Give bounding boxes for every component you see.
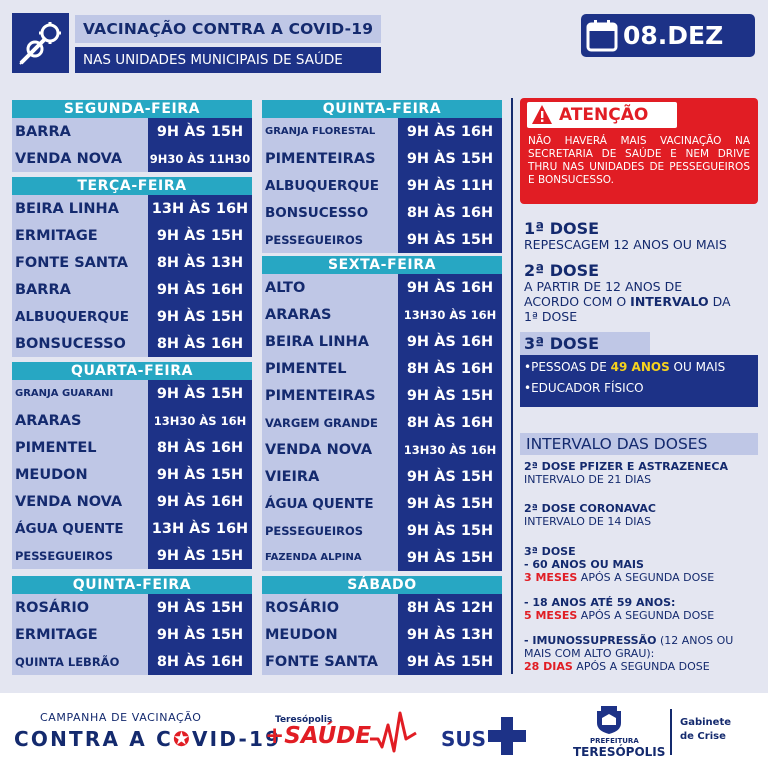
time-range: 9H ÀS 15H xyxy=(398,490,502,517)
time-range: 9H ÀS 11H xyxy=(398,172,502,199)
location-name: PESSEGUEIROS xyxy=(262,226,398,253)
day-header: SÁBADO xyxy=(262,576,502,594)
dose1-text: REPESCAGEM 12 ANOS OU MAIS xyxy=(524,237,727,252)
dose3-title: 3ª DOSE xyxy=(520,332,650,356)
location-name: PIMENTEIRAS xyxy=(262,145,398,172)
age60-title: - 60 ANOS OU MAIS xyxy=(524,558,644,571)
age18-title: - 18 ANOS ATÉ 59 ANOS: xyxy=(524,596,676,609)
schedule-saturday xyxy=(262,576,502,675)
location-name: PESSEGUEIROS xyxy=(262,517,398,544)
immuno-title xyxy=(524,634,733,647)
table-row xyxy=(262,172,502,199)
dose3-line2: •EDUCADOR FÍSICO xyxy=(524,381,644,395)
table-row xyxy=(12,145,252,172)
table-row xyxy=(262,544,502,571)
page-subtitle: NAS UNIDADES MUNICIPAIS DE SAÚDE xyxy=(75,47,381,73)
dose2-line1: A PARTIR DE 12 ANOS DE xyxy=(524,279,683,294)
table-row xyxy=(262,517,502,544)
time-range: 13H ÀS 16H xyxy=(148,515,252,542)
table-row xyxy=(262,621,502,648)
table-row xyxy=(12,249,252,276)
coronavac-text: INTERVALO DE 14 DIAS xyxy=(524,515,652,528)
pfizer-text: INTERVALO DE 21 DIAS xyxy=(524,473,652,486)
heartbeat-icon xyxy=(370,703,418,753)
time-range: 9H ÀS 15H xyxy=(398,648,502,675)
time-range: 9H ÀS 15H xyxy=(148,621,252,648)
location-name: PIMENTEIRAS xyxy=(262,382,398,409)
dose2-interval-word: INTERVALO xyxy=(630,294,709,309)
table-row xyxy=(262,145,502,172)
schedule-wednesday xyxy=(12,362,252,569)
age18-months: 5 MESES xyxy=(524,609,578,622)
day-header: SEXTA-FEIRA xyxy=(262,256,502,274)
table-row xyxy=(12,648,252,675)
location-name: ROSÁRIO xyxy=(262,594,398,621)
schedule-monday-left xyxy=(12,100,252,172)
schedule-thursday-right xyxy=(262,100,502,253)
coronavac-title: 2ª DOSE CORONAVAC xyxy=(524,502,657,515)
vaccine-logo-icon xyxy=(12,13,69,73)
location-name: PIMENTEL xyxy=(12,434,148,461)
table-row xyxy=(12,542,252,569)
immuno-line2: MAIS COM ALTO GRAU): xyxy=(524,647,655,660)
column-divider xyxy=(511,98,513,674)
time-range: 13H30 ÀS 16H xyxy=(398,436,502,463)
dose2-line2-a: ACORDO COM O xyxy=(524,294,631,309)
location-name: VIEIRA xyxy=(262,463,398,490)
day-header: QUINTA-FEIRA xyxy=(262,100,502,118)
location-name: VENDA NOVA xyxy=(12,488,148,515)
crest-icon xyxy=(593,705,625,735)
time-range: 9H ÀS 16H xyxy=(398,274,502,301)
saude-logo: +SAÚDE xyxy=(265,723,372,749)
table-row xyxy=(262,328,502,355)
time-range: 9H ÀS 15H xyxy=(398,382,502,409)
location-name: BEIRA LINHA xyxy=(12,195,148,222)
time-range: 8H ÀS 16H xyxy=(148,434,252,461)
teresopolis-label: TERESÓPOLIS xyxy=(573,745,666,759)
location-name: BONSUCESSO xyxy=(12,330,148,357)
time-range: 13H ÀS 16H xyxy=(148,195,252,222)
date-text: 08.DEZ xyxy=(623,21,724,50)
time-range: 9H ÀS 15H xyxy=(398,463,502,490)
location-name: ARARAS xyxy=(262,301,398,328)
table-row xyxy=(262,226,502,253)
location-name: FONTE SANTA xyxy=(262,648,398,675)
location-name: GRANJA FLORESTAL xyxy=(262,118,398,145)
table-row xyxy=(12,380,252,407)
table-row xyxy=(262,199,502,226)
table-row xyxy=(262,118,502,145)
virus-icon: ✪ xyxy=(173,727,192,751)
day-header: TERÇA-FEIRA xyxy=(12,177,252,195)
location-name: BARRA xyxy=(12,276,148,303)
pfizer-title: 2ª DOSE PFIZER E ASTRAZENECA xyxy=(524,460,728,473)
time-range: 9H ÀS 15H xyxy=(148,542,252,569)
location-name: ALTO xyxy=(262,274,398,301)
time-range: 9H ÀS 13H xyxy=(398,621,502,648)
location-name: PESSEGUEIROS xyxy=(12,542,148,569)
location-name: ALBUQUERQUE xyxy=(12,303,148,330)
location-name: ÁGUA QUENTE xyxy=(262,490,398,517)
age60-rest: APÓS A SEGUNDA DOSE xyxy=(577,571,715,584)
saude-city: Teresópolis xyxy=(275,715,333,725)
table-row xyxy=(12,488,252,515)
immuno-text xyxy=(524,660,710,673)
day-header: QUARTA-FEIRA xyxy=(12,362,252,380)
dose3-age: 49 ANOS xyxy=(610,360,670,374)
time-range: 13H30 ÀS 16H xyxy=(148,407,252,434)
time-range: 8H ÀS 16H xyxy=(148,330,252,357)
table-row xyxy=(262,409,502,436)
time-range: 8H ÀS 16H xyxy=(398,199,502,226)
attention-box xyxy=(520,98,758,204)
time-range: 9H ÀS 15H xyxy=(148,380,252,407)
dose1-title: 1ª DOSE xyxy=(524,219,600,238)
campaign-line2 xyxy=(14,727,281,751)
table-row xyxy=(12,594,252,621)
dose3-l1-a: •PESSOAS DE xyxy=(524,360,611,374)
location-name: PIMENTEL xyxy=(262,355,398,382)
table-row xyxy=(12,434,252,461)
location-name: GRANJA GUARANI xyxy=(12,380,148,407)
immuno-rest: APÓS A SEGUNDA DOSE xyxy=(572,660,710,673)
dose2-title: 2ª DOSE xyxy=(524,261,600,280)
attention-title: ATENÇÃO xyxy=(559,105,649,125)
sus-logo: SUS xyxy=(441,727,487,751)
crise-label: de Crise xyxy=(680,731,726,742)
interval-title: INTERVALO DAS DOSES xyxy=(520,433,758,455)
table-row xyxy=(262,301,502,328)
location-name: QUINTA LEBRÃO xyxy=(12,648,148,675)
location-name: MEUDON xyxy=(12,461,148,488)
location-name: BEIRA LINHA xyxy=(262,328,398,355)
table-row xyxy=(12,118,252,145)
table-row xyxy=(12,515,252,542)
table-row xyxy=(12,461,252,488)
day-header: SEGUNDA-FEIRA xyxy=(12,100,252,118)
time-range: 9H ÀS 15H xyxy=(148,303,252,330)
immuno-days: 28 DIAS xyxy=(524,660,573,673)
dose3-line1 xyxy=(524,360,725,374)
dose2-line2 xyxy=(524,294,731,309)
time-range: 8H ÀS 16H xyxy=(398,355,502,382)
time-range: 9H30 ÀS 11H30 xyxy=(148,145,252,172)
calendar-icon xyxy=(586,19,618,52)
dose3-l1-c: OU MAIS xyxy=(669,360,726,374)
time-range: 9H ÀS 15H xyxy=(398,226,502,253)
dose2-line3: 1ª DOSE xyxy=(524,309,578,324)
table-row xyxy=(262,355,502,382)
location-name: VENDA NOVA xyxy=(12,145,148,172)
location-name: ALBUQUERQUE xyxy=(262,172,398,199)
immuno-title-rest: (12 ANOS OU xyxy=(656,634,734,647)
table-row xyxy=(262,382,502,409)
age60-text xyxy=(524,571,714,584)
time-range: 8H ÀS 13H xyxy=(148,249,252,276)
dose3-box xyxy=(520,355,758,407)
location-name: BARRA xyxy=(12,118,148,145)
time-range: 9H ÀS 16H xyxy=(148,488,252,515)
schedule-thursday-left xyxy=(12,576,252,675)
dose2-line2-c: DA xyxy=(708,294,731,309)
page-title: VACINAÇÃO CONTRA A COVID-19 xyxy=(75,15,381,43)
time-range: 13H30 ÀS 16H xyxy=(398,301,502,328)
location-name: BONSUCESSO xyxy=(262,199,398,226)
immuno-title-bold: - IMUNOSSUPRESSÃO xyxy=(524,634,657,647)
table-row xyxy=(12,276,252,303)
table-row xyxy=(12,303,252,330)
time-range: 9H ÀS 15H xyxy=(148,594,252,621)
footer-bar xyxy=(0,693,768,768)
time-range: 9H ÀS 15H xyxy=(398,145,502,172)
location-name: ERMITAGE xyxy=(12,621,148,648)
table-row xyxy=(262,274,502,301)
table-row xyxy=(12,407,252,434)
d3-interval-title: 3ª DOSE xyxy=(524,545,576,558)
time-range: 9H ÀS 16H xyxy=(398,328,502,355)
warning-icon xyxy=(531,104,553,126)
location-name: FAZENDA ALPINA xyxy=(262,544,398,571)
gabinete-label: Gabinete xyxy=(680,717,732,728)
location-name: ERMITAGE xyxy=(12,222,148,249)
table-row xyxy=(262,490,502,517)
footer-divider xyxy=(670,709,672,755)
table-row xyxy=(12,195,252,222)
table-row xyxy=(12,621,252,648)
time-range: 9H ÀS 15H xyxy=(148,461,252,488)
location-name: ARARAS xyxy=(12,407,148,434)
age18-text xyxy=(524,609,714,622)
location-name: ROSÁRIO xyxy=(12,594,148,621)
table-row xyxy=(262,648,502,675)
table-row xyxy=(12,222,252,249)
table-row xyxy=(262,463,502,490)
age60-months: 3 MESES xyxy=(524,571,578,584)
time-range: 9H ÀS 15H xyxy=(398,517,502,544)
campaign-line1: CAMPANHA DE VACINAÇÃO xyxy=(40,711,202,724)
campaign-c: VID-19 xyxy=(192,727,282,751)
table-row xyxy=(12,330,252,357)
location-name: MEUDON xyxy=(262,621,398,648)
time-range: 8H ÀS 16H xyxy=(398,409,502,436)
time-range: 9H ÀS 16H xyxy=(398,118,502,145)
attention-message: NÃO HAVERÁ MAIS VACINAÇÃO NA SECRETARIA DE SAÚDE E NEM DRIVE THRU NAS UNIDADES DE PESSEGUEIROS E BONSUCESSO. xyxy=(528,135,750,186)
time-range: 9H ÀS 15H xyxy=(398,544,502,571)
time-range: 9H ÀS 16H xyxy=(148,276,252,303)
sus-cross-icon xyxy=(486,715,528,757)
time-range: 9H ÀS 15H xyxy=(148,118,252,145)
time-range: 8H ÀS 16H xyxy=(148,648,252,675)
table-row xyxy=(262,594,502,621)
campaign-a: CONTRA A C xyxy=(14,727,174,751)
schedule-tuesday xyxy=(12,177,252,357)
time-range: 9H ÀS 15H xyxy=(148,222,252,249)
table-row xyxy=(262,436,502,463)
date-badge xyxy=(581,14,755,57)
location-name: VENDA NOVA xyxy=(262,436,398,463)
location-name: FONTE SANTA xyxy=(12,249,148,276)
day-header: QUINTA-FEIRA xyxy=(12,576,252,594)
location-name: ÁGUA QUENTE xyxy=(12,515,148,542)
prefeitura-label: PREFEITURA xyxy=(590,737,639,745)
attention-header xyxy=(527,102,677,128)
schedule-friday xyxy=(262,256,502,571)
time-range: 8H ÀS 12H xyxy=(398,594,502,621)
location-name: VARGEM GRANDE xyxy=(262,409,398,436)
age18-rest: APÓS A SEGUNDA DOSE xyxy=(577,609,715,622)
